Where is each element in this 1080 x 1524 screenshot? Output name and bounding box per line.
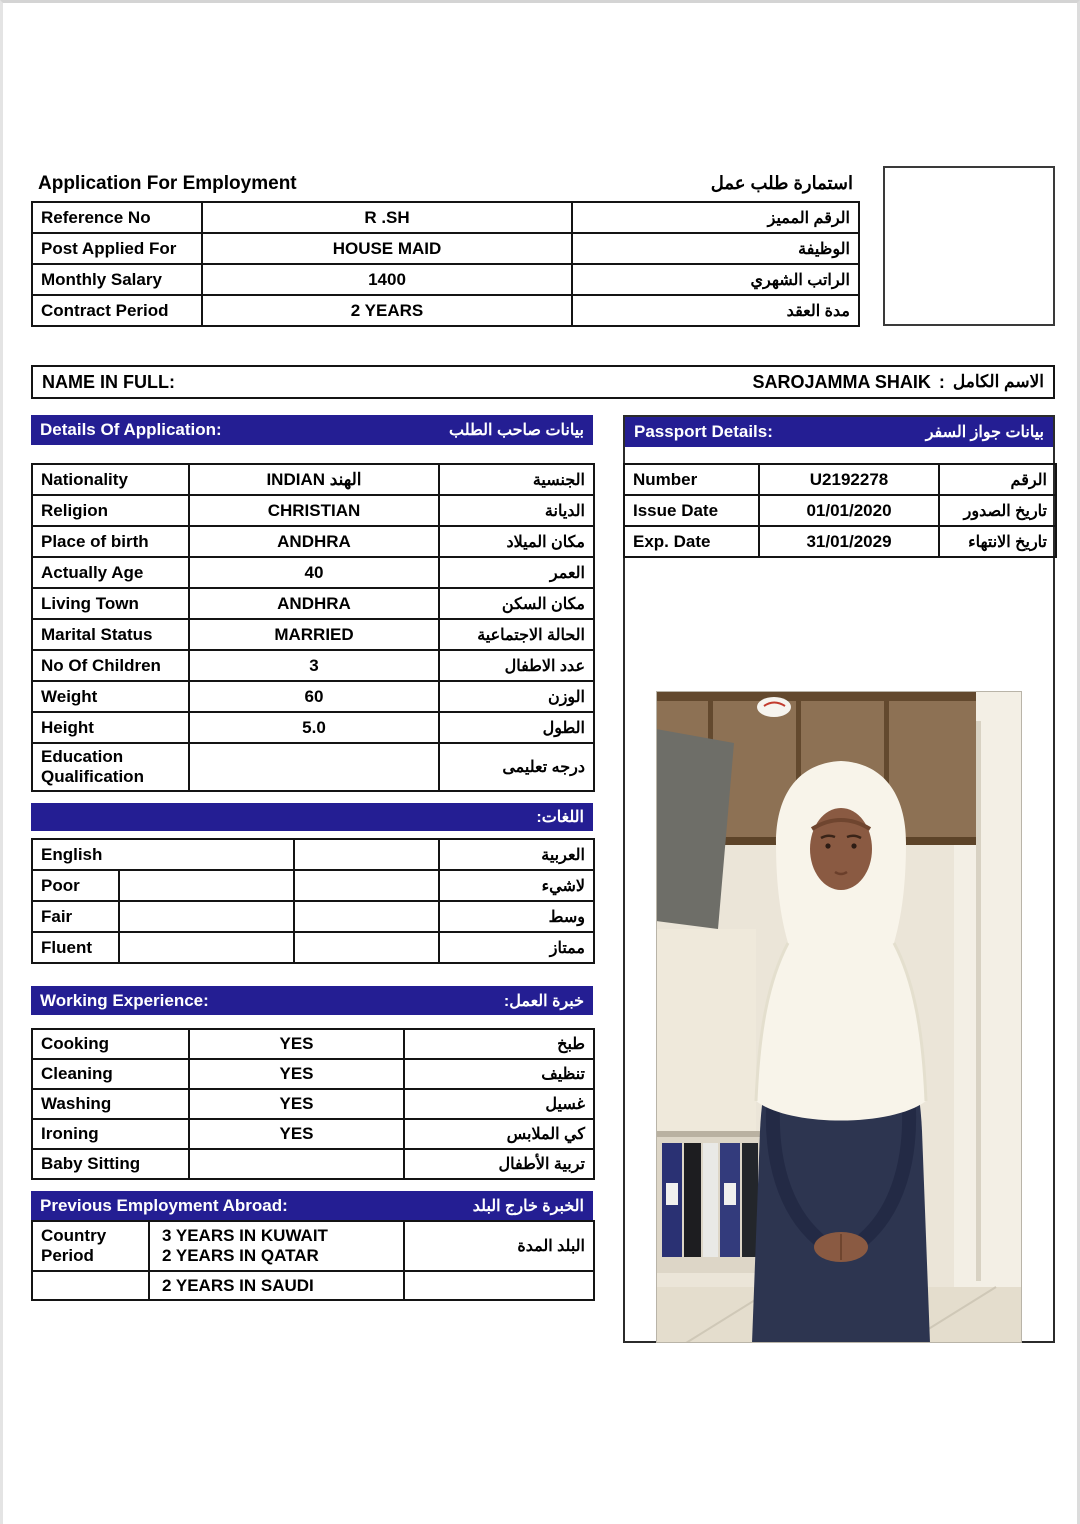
education-label-ar: درجه تعليمى [439, 743, 594, 791]
passport-number-value: U2192278 [759, 464, 939, 495]
passport-header-label: Passport Details: [634, 422, 773, 441]
exp-date-value: 31/01/2029 [759, 526, 939, 557]
table-row [32, 1271, 594, 1300]
fluent-value [294, 932, 439, 963]
age-value: 40 [189, 557, 439, 588]
empty-cell [32, 1271, 149, 1300]
fair-checkbox-cell [119, 901, 294, 932]
poor-checkbox-cell [119, 870, 294, 901]
post-applied-value: HOUSE MAID [202, 233, 572, 264]
ironing-label: Ironing [32, 1119, 189, 1149]
name-in-full-value-group [753, 372, 1045, 393]
age-label: Actually Age [32, 557, 189, 588]
table-row [624, 526, 1056, 557]
working-experience-label: Working Experience: [40, 990, 209, 1010]
nationality-value: INDIAN الهند [189, 464, 439, 495]
previous-employment-label-ar: الخبرة خارج البلد [472, 1197, 584, 1215]
details-header-label: Details Of Application: [40, 420, 222, 439]
employment-entry: 2 YEARS IN QATAR [162, 1246, 319, 1265]
page-title: Application For Employment [38, 173, 297, 194]
country-period-label-ar: البلد المدة [404, 1221, 594, 1271]
nationality-label: Nationality [32, 464, 189, 495]
issue-date-label-ar: تاريخ الصدور [939, 495, 1056, 526]
languages-header-label-ar: اللغات: [536, 809, 584, 826]
exp-date-label-ar: تاريخ الانتهاء [939, 526, 1056, 557]
table-row [32, 1089, 594, 1119]
height-label: Height [32, 712, 189, 743]
details-section-header [31, 415, 593, 445]
top-header-table [31, 201, 860, 327]
place-of-birth-value: ANDHRA [189, 526, 439, 557]
working-experience-table [31, 1028, 595, 1180]
age-label-ar: العمر [439, 557, 594, 588]
contract-period-value: 2 YEARS [202, 295, 572, 326]
table-row [32, 264, 859, 295]
contract-period-label: Contract Period [32, 295, 202, 326]
table-row [32, 619, 594, 650]
name-separator: : [938, 371, 945, 392]
monthly-salary-label-ar: الراتب الشهري [572, 264, 859, 295]
nationality-label-ar: الجنسية [439, 464, 594, 495]
place-of-birth-label-ar: مكان الميلاد [439, 526, 594, 557]
weight-value: 60 [189, 681, 439, 712]
monthly-salary-value: 1400 [202, 264, 572, 295]
table-row [32, 1221, 594, 1271]
table-row [32, 743, 594, 791]
washing-label: Washing [32, 1089, 189, 1119]
issue-date-value: 01/01/2020 [759, 495, 939, 526]
reference-no-label-ar: الرقم المميز [572, 202, 859, 233]
passport-number-label-ar: الرقم [939, 464, 1056, 495]
table-row [32, 839, 594, 870]
table-row [32, 557, 594, 588]
table-row [32, 233, 859, 264]
washing-label-ar: غسيل [404, 1089, 594, 1119]
education-label: Education Qualification [32, 743, 189, 791]
name-in-full-row [31, 365, 1055, 399]
table-row [32, 526, 594, 557]
table-row [32, 495, 594, 526]
applicant-photo [656, 691, 1022, 1343]
english-label: English [32, 839, 294, 870]
employment-entry: 2 YEARS IN SAUDI [149, 1271, 404, 1300]
table-row [624, 464, 1056, 495]
reference-no-value: R .SH [202, 202, 572, 233]
cleaning-value: YES [189, 1059, 404, 1089]
ironing-label-ar: كي الملابس [404, 1119, 594, 1149]
religion-label: Religion [32, 495, 189, 526]
table-row [32, 650, 594, 681]
place-of-birth-label: Place of birth [32, 526, 189, 557]
children-value: 3 [189, 650, 439, 681]
marital-status-label: Marital Status [32, 619, 189, 650]
education-value [189, 743, 439, 791]
children-label: No Of Children [32, 650, 189, 681]
poor-label-ar: لاشيء [439, 870, 594, 901]
working-experience-header [31, 986, 593, 1015]
living-town-label-ar: مكان السكن [439, 588, 594, 619]
details-header-label-ar: بيانات صاحب الطلب [449, 422, 584, 439]
period-label: Period [41, 1246, 94, 1265]
reference-no-label: Reference No [32, 202, 202, 233]
height-value: 5.0 [189, 712, 439, 743]
details-table [31, 463, 595, 792]
issue-date-label: Issue Date [624, 495, 759, 526]
religion-value: CHRISTIAN [189, 495, 439, 526]
fair-label-ar: وسط [439, 901, 594, 932]
previous-employment-table [31, 1220, 595, 1301]
passport-section-header [625, 417, 1053, 447]
height-label-ar: الطول [439, 712, 594, 743]
baby-sitting-value [189, 1149, 404, 1179]
table-row [32, 712, 594, 743]
religion-label-ar: الديانة [439, 495, 594, 526]
post-applied-label-ar: الوظيفة [572, 233, 859, 264]
english-value [294, 839, 439, 870]
table-row [32, 681, 594, 712]
table-row [32, 901, 594, 932]
passport-number-label: Number [624, 464, 759, 495]
cooking-value: YES [189, 1029, 404, 1059]
languages-section-header [31, 803, 593, 831]
country-label: Country [41, 1226, 107, 1245]
cooking-label-ar: طبخ [404, 1029, 594, 1059]
employment-entry: 3 YEARS IN KUWAIT [162, 1226, 328, 1245]
marital-status-value: MARRIED [189, 619, 439, 650]
weight-label-ar: الوزن [439, 681, 594, 712]
empty-photo-box [883, 166, 1055, 326]
fluent-label: Fluent [32, 932, 119, 963]
fluent-label-ar: ممتاز [439, 932, 594, 963]
cleaning-label-ar: تنظيف [404, 1059, 594, 1089]
table-row [32, 295, 859, 326]
table-row [32, 1029, 594, 1059]
english-label-ar: العربية [439, 839, 594, 870]
passport-table [623, 463, 1057, 558]
fair-value [294, 901, 439, 932]
applicant-name: SAROJAMMA SHAIK [752, 371, 931, 392]
table-row [32, 870, 594, 901]
table-row [32, 1149, 594, 1179]
working-experience-label-ar: خبرة العمل: [503, 992, 584, 1010]
table-row [32, 1059, 594, 1089]
name-in-full-label-ar: الاسم الكامل [952, 372, 1044, 391]
exp-date-label: Exp. Date [624, 526, 759, 557]
monthly-salary-label: Monthly Salary [32, 264, 202, 295]
poor-value [294, 870, 439, 901]
fair-label: Fair [32, 901, 119, 932]
page-title-arabic: استمارة طلب عمل [710, 173, 853, 193]
table-row [32, 932, 594, 963]
contract-period-label-ar: مدة العقد [572, 295, 859, 326]
passport-section-box [623, 415, 1055, 1343]
cleaning-label: Cleaning [32, 1059, 189, 1089]
country-period-label [32, 1221, 149, 1271]
poor-label: Poor [32, 870, 119, 901]
baby-sitting-label: Baby Sitting [32, 1149, 189, 1179]
cooking-label: Cooking [32, 1029, 189, 1059]
post-applied-label: Post Applied For [32, 233, 202, 264]
baby-sitting-label-ar: تربية الأطفال [404, 1149, 594, 1179]
name-in-full-label: NAME IN FULL: [42, 371, 175, 392]
table-row [624, 495, 1056, 526]
empty-cell [404, 1271, 594, 1300]
table-row [32, 202, 859, 233]
living-town-value: ANDHRA [189, 588, 439, 619]
weight-label: Weight [32, 681, 189, 712]
marital-status-label-ar: الحالة الاجتماعية [439, 619, 594, 650]
previous-employment-header [31, 1191, 593, 1220]
previous-employment-entries [149, 1221, 404, 1271]
previous-employment-label: Previous Employment Abroad: [40, 1195, 288, 1215]
passport-header-label-ar: بيانات جواز السفر [925, 424, 1044, 441]
washing-value: YES [189, 1089, 404, 1119]
children-label-ar: عدد الاطفال [439, 650, 594, 681]
table-row [32, 464, 594, 495]
languages-table [31, 838, 595, 964]
ironing-value: YES [189, 1119, 404, 1149]
living-town-label: Living Town [32, 588, 189, 619]
fluent-checkbox-cell [119, 932, 294, 963]
table-row [32, 588, 594, 619]
table-row [32, 1119, 594, 1149]
